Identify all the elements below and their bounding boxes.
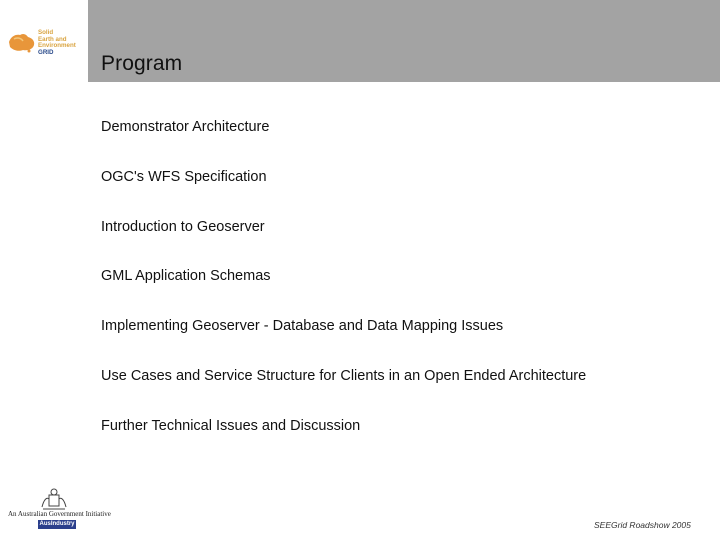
program-item: Use Cases and Service Structure for Clients in an Open Ended Architecture — [101, 367, 587, 384]
program-item: OGC's WFS Specification — [101, 168, 267, 185]
footer-text: SEEGrid Roadshow 2005 — [594, 520, 691, 530]
program-list — [101, 118, 586, 467]
program-item: Further Technical Issues and Discussion — [101, 417, 361, 434]
header-band — [88, 0, 720, 82]
program-item: Introduction to Geoserver — [101, 218, 265, 235]
program-item: Demonstrator Architecture — [101, 119, 270, 135]
seegrid-logo — [6, 30, 86, 58]
gov-initiative-text: An Australian Government Initiative — [8, 510, 111, 518]
page-title: Program — [101, 52, 183, 75]
logo-line-3: Environment — [38, 42, 76, 50]
logo-line-2: Earth and — [38, 35, 67, 43]
australia-map-icon — [6, 30, 38, 54]
logo-line-1: Solid — [38, 29, 54, 36]
ausindustry-badge: AusIndustry — [39, 521, 75, 527]
logo-line-4: GRID — [38, 48, 54, 56]
program-item: GML Application Schemas — [101, 268, 271, 285]
program-item: Implementing Geoserver - Database and Data Mapping Issues — [101, 318, 504, 335]
